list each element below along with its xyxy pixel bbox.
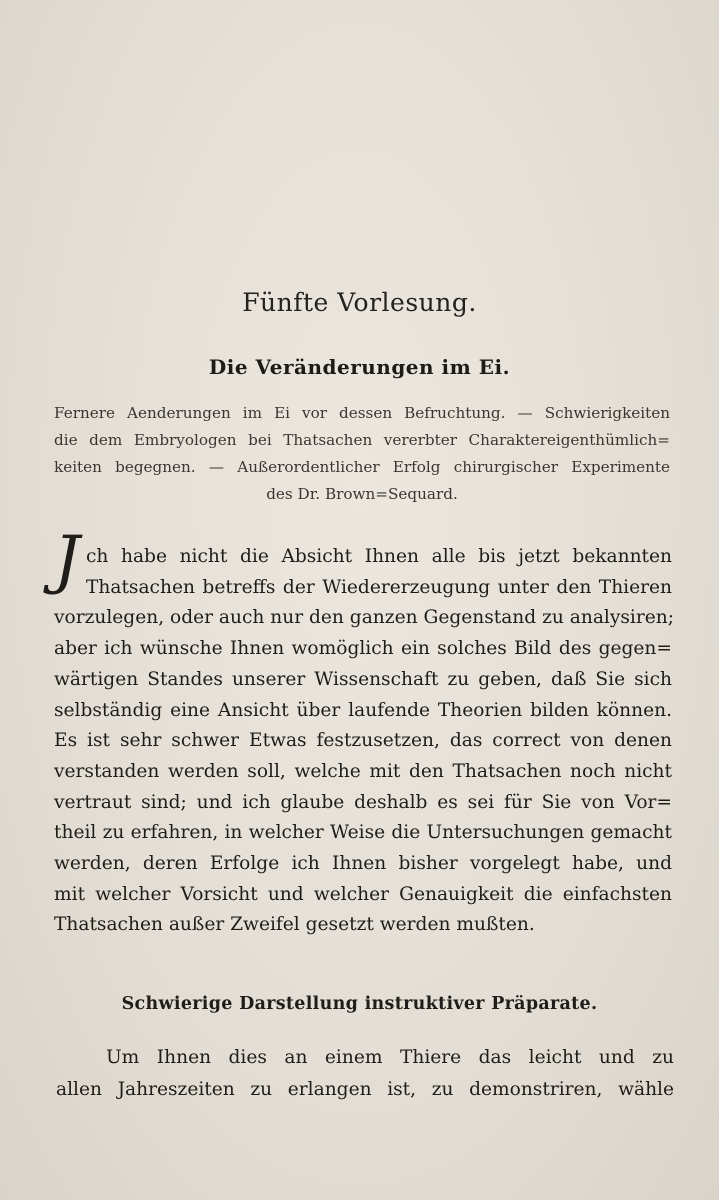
text-line: Thatsachen betreffs der Wiedererzeugung unter den Thieren [86, 576, 672, 598]
section-paragraph [56, 1042, 674, 1106]
text-line: vorzulegen, oder auch nur den ganzen Gegenstand zu analysiren; [54, 607, 674, 629]
text-line: Um Ihnen dies an einem Thiere das leicht und zu [106, 1047, 674, 1068]
text-line: aber ich wünsche Ihnen womöglich ein solches Bild des gegen= [54, 638, 672, 660]
summary-line: des Dr. Brown=Sequard. [266, 485, 458, 503]
chapter-summary [54, 400, 670, 508]
text-line: selbständig eine Ansicht über laufende Theorien bilden können. [54, 699, 672, 721]
body-paragraph [54, 542, 672, 941]
summary-line: die dem Embryologen bei Thatsachen vererbter Charaktereigenthümlich= [54, 431, 670, 449]
text-line: theil zu erfahren, in welcher Weise die Untersuchungen gemacht [54, 822, 672, 844]
chapter-subtitle: Die Veränderungen im Ei. [208, 355, 511, 379]
text-line: Es ist sehr schwer Etwas festzusetzen, das correct von denen [54, 730, 672, 752]
text-line: mit welcher Vorsicht und welcher Genauigkeit die einfachsten [54, 883, 672, 905]
section-heading: Schwierige Darstellung instruktiver Präparate. [121, 994, 598, 1014]
summary-line: keiten begegnen. — Außerordentlicher Erfolg chirurgischer Experimente [54, 458, 670, 476]
text-line: verstanden werden soll, welche mit den Thatsachen noch nicht [54, 760, 672, 782]
summary-line: Fernere Aenderungen im Ei vor dessen Befruchtung. — Schwierigkeiten [54, 404, 670, 422]
text-line: Thatsachen außer Zweifel gesetzt werden mußten. [54, 914, 535, 936]
text-line: wärtigen Standes unserer Wissenschaft zu geben, daß Sie sich [54, 668, 672, 690]
text-line: ch habe nicht die Absicht Ihnen alle bis jetzt bekannten [86, 546, 672, 567]
drop-cap: J [54, 523, 80, 597]
chapter-title: Fünfte Vorlesung. [242, 288, 477, 317]
text-line: vertraut sind; und ich glaube deshalb es sei für Sie von Vor= [54, 791, 672, 813]
text-line: allen Jahreszeiten zu erlangen ist, zu demonstriren, wähle [56, 1079, 674, 1100]
text-line: werden, deren Erfolge ich Ihnen bisher vorgelegt habe, und [54, 853, 672, 875]
